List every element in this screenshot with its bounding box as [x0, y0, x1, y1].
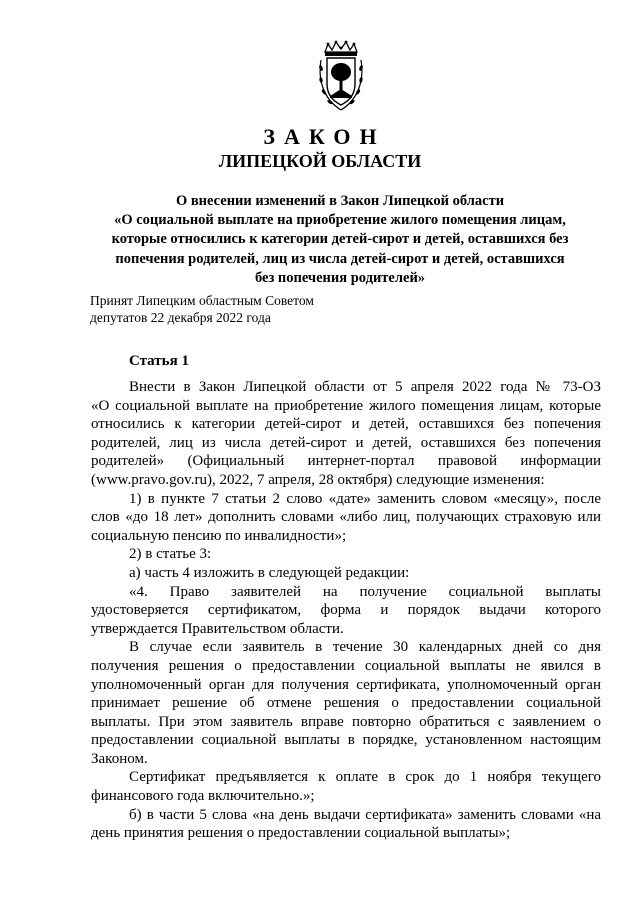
- paragraph-line: 2) в статье 3:: [129, 546, 212, 563]
- heading-line: О внесении изменений в Закон Липецкой области: [175, 193, 505, 209]
- paragraph-line: Законом.: [91, 750, 148, 767]
- paragraph-line: удостоверяется сертификатом, форма и порядок выдачи которого: [91, 602, 601, 619]
- paragraph-line: финансового года включительно.»;: [91, 788, 315, 805]
- article-title: Статья 1: [129, 353, 189, 369]
- paragraph-line: утверждается Правительством области.: [91, 620, 344, 637]
- law-heading: [90, 192, 590, 288]
- heading-line: которые относились к категории детей-сирот и детей, оставшихся без: [111, 231, 569, 248]
- heading-line: без попечения родителей»: [254, 269, 426, 286]
- paragraph-line: предоставлении социальной выплаты в порядке, установленном настоящим: [91, 732, 601, 749]
- document-type-title: ЗАКОН: [263, 124, 386, 149]
- paragraph-line: родителей» (Официальный интернет-портал правовой информации: [91, 453, 601, 470]
- paragraph-line: (www.pravo.gov.ru), 2022, 7 апреля, 28 октября) следующие изменения:: [91, 471, 545, 488]
- paragraph-line: «4. Право заявителей на получение социальной выплаты: [129, 583, 601, 600]
- paragraph-line: принимает решение об отмене решения о предоставлении социальной: [91, 695, 601, 712]
- article-body: [91, 378, 601, 843]
- paragraph-line: относились к категории детей-сирот и детей, оставшихся без попечения: [91, 416, 601, 433]
- paragraph-line: день принятия решения о предоставлении социальной выплаты»;: [91, 825, 511, 842]
- paragraph-line: Внести в Закон Липецкой области от 5 апреля 2022 года № 73-ОЗ: [129, 379, 601, 395]
- paragraph-line: выплаты. При этом заявитель вправе повторно обратиться с заявлением о: [91, 713, 601, 730]
- paragraph-line: уполномоченный орган для получения сертификата, уполномоченный орган: [91, 676, 601, 693]
- paragraph-line: «О социальной выплате на приобретение жилого помещения лицам, которые: [91, 397, 601, 414]
- region-title: ЛИПЕЦКОЙ ОБЛАСТИ: [218, 151, 422, 171]
- adoption-note: [90, 292, 314, 326]
- paragraph-line: слов «до 18 лет» дополнить словами «либо лиц, получающих страховую или: [91, 509, 601, 526]
- paragraph-line: В случае если заявитель в течение 30 календарных дней со дня: [129, 639, 601, 656]
- heading-line: попечения родителей, лиц из числа детей-сирот и детей, оставшихся: [115, 250, 565, 267]
- paragraph-line: а) часть 4 изложить в следующей редакции:: [129, 564, 410, 581]
- paragraph-line: получения решения о предоставлении социальной выплаты не явился в: [91, 657, 601, 674]
- adoption-line: депутатов 22 декабря 2022 года: [90, 310, 271, 325]
- paragraph-line: Сертификат предъявляется к оплате в срок до 1 ноября текущего: [129, 769, 601, 786]
- adoption-line: Принят Липецким областным Советом: [90, 293, 314, 308]
- paragraph-line: б) в части 5 слова «на день выдачи сертификата» заменить словами «на: [129, 806, 601, 823]
- paragraph-line: социальную пенсию по инвалидности»;: [91, 527, 347, 544]
- paragraph-line: 1) в пункте 7 статьи 2 слово «дате» заменить словом «месяцу», после: [129, 490, 601, 507]
- paragraph-line: родителей, лиц из числа детей-сирот и детей, оставшихся без попечения: [91, 434, 601, 451]
- coat-of-arms-icon: [316, 40, 366, 112]
- heading-line: «О социальной выплате на приобретение жилого помещения лицам,: [114, 212, 566, 229]
